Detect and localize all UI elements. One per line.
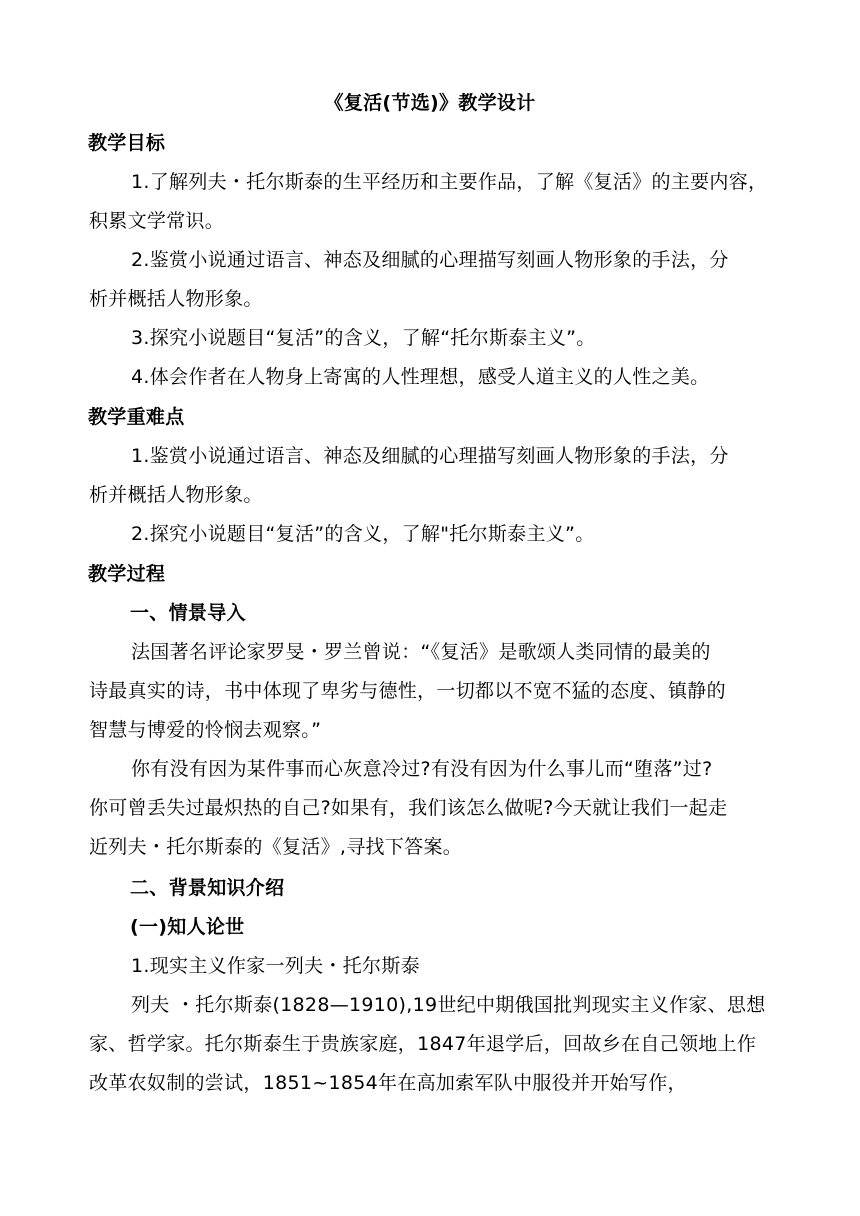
paragraph-2-line-1: 你有没有因为某件事而心灰意冷过?有没有因为什么事儿而“堕落”过? — [131, 758, 713, 780]
paragraph-3-line-2: 家、哲学家。托尔斯泰生于贵族家庭，1847年退学后，回故乡在自己领地上作 — [89, 1033, 757, 1055]
keypoint-1-line-1: 1.鉴赏小说通过语言、神态及细腻的心理描写刻画人物形象的手法，分 — [131, 445, 729, 467]
paragraph-2-line-3: 近列夫・托尔斯泰的《复活》,寻找下答案。 — [89, 836, 463, 858]
paragraph-2-line-2: 你可曾丢失过最炽热的自己?如果有，我们该怎么做呢?今天就让我们一起走 — [89, 797, 728, 819]
objective-4: 4.体会作者在人物身上寄寓的人性理想，感受人道主义的人性之美。 — [131, 366, 710, 388]
step-2-subheading: (一)知人论世 — [130, 916, 245, 938]
keypoint-2: 2.探究小说题目“复活”的含义，了解"托尔斯泰主义”。 — [131, 523, 595, 545]
objective-1-line-1: 1.了解列夫・托尔斯泰的生平经历和主要作品，了解《复活》的主要内容， — [131, 171, 768, 193]
process-heading: 教学过程 — [88, 563, 166, 585]
step-1-heading: 一、情景导入 — [130, 602, 246, 624]
objective-3: 3.探究小说题目“复活”的含义，了解“托尔斯泰主义”。 — [131, 327, 596, 349]
paragraph-3-line-1: 列夫 ・托尔斯泰(1828—1910),19世纪中期俄国批判现实主义作家、思想 — [131, 994, 766, 1016]
document-title: 《复活(节选)》教学设计 — [324, 92, 536, 114]
step-2-heading: 二、背景知识介绍 — [130, 877, 285, 899]
objective-1-line-2: 积累文学常识。 — [89, 210, 225, 232]
paragraph-1-line-3: 智慧与博爱的怜悯去观察。” — [89, 719, 322, 741]
paragraph-1-line-2: 诗最真实的诗，书中体现了卑劣与德性，一切都以不宽不猛的态度、镇静的 — [89, 680, 726, 702]
objectives-heading: 教学目标 — [88, 132, 166, 154]
item-1: 1.现实主义作家一列夫・托尔斯泰 — [131, 955, 420, 977]
paragraph-1-line-1: 法国著名评论家罗旻・罗兰曾说：“《复活》是歌颂人类同情的最美的 — [131, 641, 711, 663]
keypoint-1-line-2: 析并概括人物形象。 — [89, 484, 263, 506]
keypoints-heading: 教学重难点 — [88, 406, 185, 428]
objective-2-line-2: 析并概括人物形象。 — [89, 288, 263, 310]
objective-2-line-1: 2.鉴赏小说通过语言、神态及细腻的心理描写刻画人物形象的手法，分 — [131, 249, 729, 271]
paragraph-3-line-3: 改革农奴制的尝试，1851~1854年在高加索军队中服役并开始写作， — [89, 1072, 687, 1094]
